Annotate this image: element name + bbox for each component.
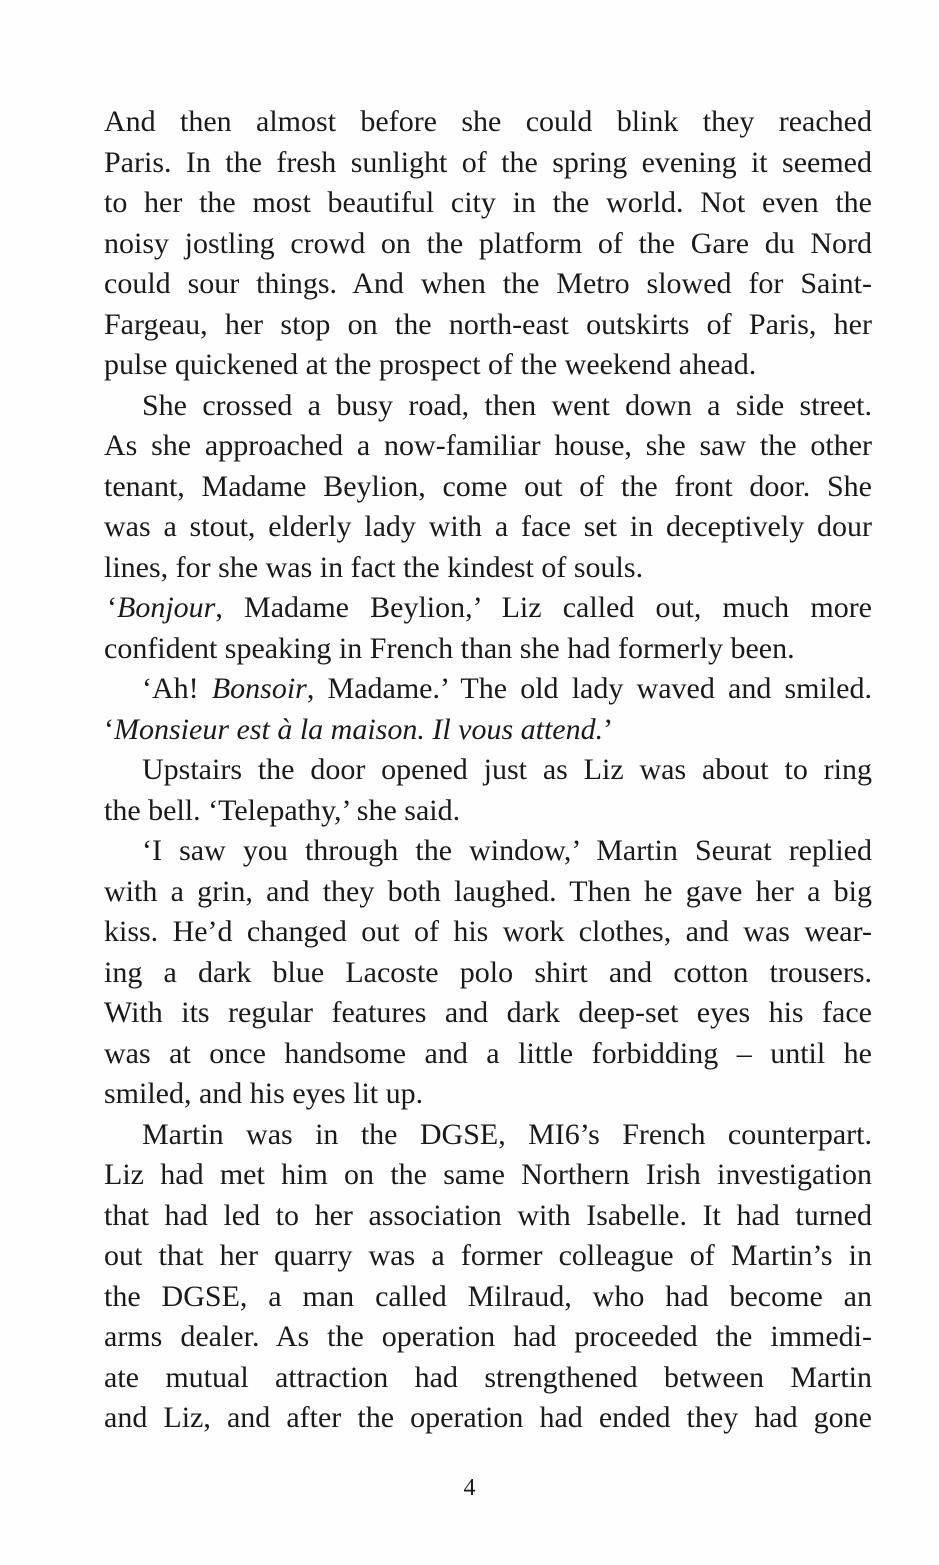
text-run: ‘: [104, 712, 114, 746]
text-line: arms dealer. As the operation had proceeded the immedi-: [104, 1320, 872, 1353]
text-run: ‘Ah!: [142, 672, 212, 705]
text-line: Fargeau, her stop on the north-east outskirts of Paris, her: [104, 307, 872, 341]
text-body: [104, 102, 872, 1439]
text-run: , Madame.’ The old lady waved and smiled.: [306, 672, 872, 705]
text-line: ate mutual attraction had strengthened between Martin: [104, 1360, 872, 1394]
text-line: ‘I saw you through the window,’ Martin Seurat replied: [142, 834, 872, 867]
text-line: [104, 588, 872, 629]
text-run: , Madame Beylion,’ Liz called out, much more: [215, 591, 872, 624]
text-line: lines, for she was in fact the kindest of souls.: [104, 550, 644, 584]
text-line: pulse quickened at the prospect of the weekend ahead.: [104, 348, 757, 381]
text-line: was at once handsome and a little forbidding – until he: [104, 1036, 872, 1070]
text-line: to her the most beautiful city in the world. Not even the: [104, 186, 872, 219]
text-line: the DGSE, a man called Milraud, who had become an: [104, 1279, 872, 1313]
text-line: [104, 669, 872, 710]
text-line: could sour things. And when the Metro slowed for Saint-: [104, 267, 872, 300]
text-line: Upstairs the door opened just as Liz was about to ring: [142, 753, 872, 786]
text-line: ing a dark blue Lacoste polo shirt and cotton trousers.: [104, 955, 872, 989]
text-line: With its regular features and dark deep-set eyes his face: [104, 996, 872, 1029]
text-line: As she approached a now-familiar house, she saw the other: [104, 429, 872, 462]
text-line: confident speaking in French than she had formerly been.: [104, 631, 795, 665]
italic-run: Monsieur est à la maison. Il vous attend.: [114, 712, 604, 746]
text-line: noisy jostling crowd on the platform of the Gare du Nord: [104, 226, 872, 260]
text-line: that had led to her association with Isabelle. It had turned: [104, 1198, 872, 1232]
text-line: out that her quarry was a former colleague of Martin’s in: [104, 1239, 872, 1272]
text-line: was a stout, elderly lady with a face set in deceptively dour: [104, 510, 872, 543]
text-line: tenant, Madame Beylion, come out of the front door. She: [104, 469, 872, 503]
text-line: And then almost before she could blink they reached: [104, 105, 872, 138]
text-line: Paris. In the fresh sunlight of the spring evening it seemed: [104, 145, 872, 179]
italic-run: Bonsoir: [211, 672, 307, 705]
text-line: and Liz, and after the operation had ended they had gone: [104, 1401, 872, 1434]
text-line: [104, 710, 872, 751]
text-run: ‘: [107, 591, 117, 624]
text-line: Martin was in the DGSE, MI6’s French counterpart.: [142, 1117, 872, 1151]
text-line: smiled, and his eyes lit up.: [104, 1077, 424, 1110]
text-line: Liz had met him on the same Northern Irish investigation: [104, 1158, 872, 1191]
text-line: the bell. ‘Telepathy,’ she said.: [104, 793, 461, 827]
italic-run: Bonjour: [117, 591, 216, 624]
text-line: with a grin, and they both laughed. Then he gave her a big: [104, 874, 872, 908]
page-number: 4: [463, 1475, 476, 1501]
text-line: kiss. He’d changed out of his work clothes, and was wear-: [104, 915, 872, 948]
text-run: ’: [603, 712, 614, 746]
text-line: She crossed a busy road, then went down a side street.: [142, 388, 872, 422]
